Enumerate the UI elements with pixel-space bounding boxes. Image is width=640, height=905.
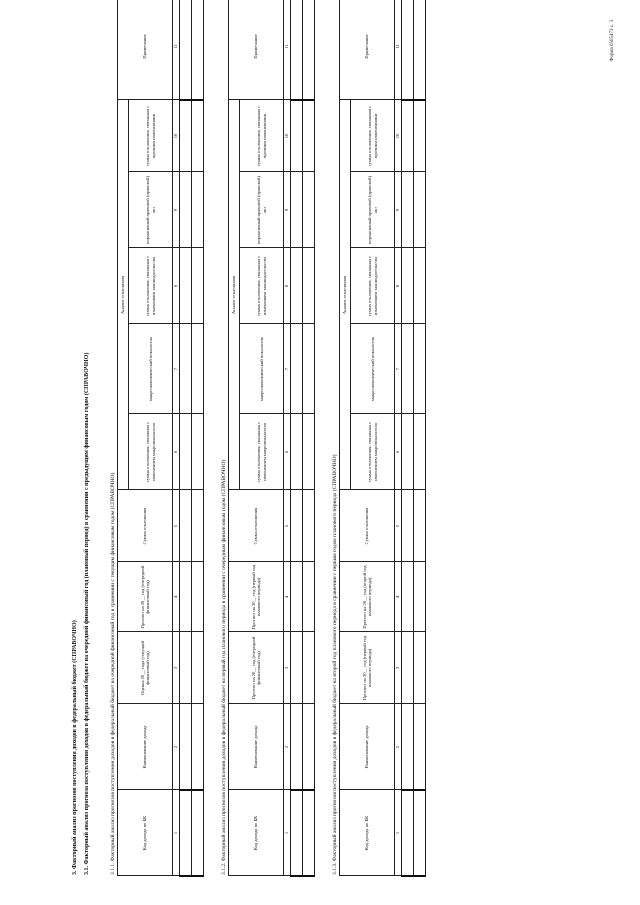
col-header-forecast-plan1: Прогноз на 20__ год (первый год планового периода) <box>340 632 395 704</box>
col-header-macro-indicator: макроэкономический показатель <box>240 324 284 414</box>
data-cell[interactable] <box>414 632 426 704</box>
data-cell[interactable] <box>414 414 426 490</box>
col-header-forecast-plan1: Прогноз на 20__ год (первый год планового периода) <box>229 562 284 632</box>
col-number: 9 <box>284 172 291 248</box>
data-cell[interactable] <box>303 632 315 704</box>
col-header-note: Примечание <box>340 0 395 100</box>
data-cell[interactable] <box>192 562 204 632</box>
section-title-3-1-3: 3.1.3. Факторный анализ прогнозов поступления доходов в федеральный бюджет на второй год планового периода в сравнении с первым годом планового периода (СПРАВОЧНО) <box>332 454 338 875</box>
col-header-forecast-plan2: Прогноз на 20__ год (второй год планового периода) <box>340 562 395 632</box>
col-number: 1 <box>173 790 180 876</box>
data-cell[interactable] <box>192 172 204 248</box>
col-number: 3 <box>395 632 402 704</box>
col-header-forecast-next: Прогноз на 20__ год (очередной финансовый год) <box>229 632 284 704</box>
col-header-legal-act: нормативный правовой (правовой) акт <box>240 172 284 248</box>
col-number: 2 <box>395 704 402 790</box>
data-cell[interactable] <box>180 414 192 490</box>
data-cell[interactable] <box>192 248 204 324</box>
data-cell[interactable] <box>303 562 315 632</box>
data-cell[interactable] <box>192 790 204 876</box>
col-number: 3 <box>173 632 180 704</box>
data-cell[interactable] <box>192 414 204 490</box>
group-header-analysis: Анализ отклонения <box>118 100 129 490</box>
section-title-3-1-2: 3.1.2. Факторный анализ прогнозов поступления доходов в федеральный бюджет на первый год планового периода в сравнении с очередным финансовым годом (СПРАВОЧНО) <box>221 459 227 875</box>
col-number: 6 <box>173 414 180 490</box>
data-cell[interactable] <box>180 632 192 704</box>
col-number: 4 <box>173 562 180 632</box>
table-3-1-3 <box>339 0 426 877</box>
col-number: 8 <box>173 248 180 324</box>
col-header-income-name: Наименование дохода <box>118 704 173 790</box>
group-header-analysis: Анализ отклонения <box>340 100 351 490</box>
data-cell[interactable] <box>303 490 315 562</box>
col-number: 9 <box>395 172 402 248</box>
data-cell[interactable] <box>180 100 192 172</box>
data-cell[interactable] <box>414 790 426 876</box>
data-cell[interactable] <box>402 172 414 248</box>
data-cell[interactable] <box>414 324 426 414</box>
data-cell[interactable] <box>180 490 192 562</box>
data-cell[interactable] <box>180 172 192 248</box>
data-cell[interactable] <box>303 790 315 876</box>
col-number: 11 <box>284 0 291 100</box>
col-header-estimate: Оценка 20__ года (текущий финансовый год) <box>118 632 173 704</box>
data-cell[interactable] <box>303 704 315 790</box>
col-header-deviation: Сумма отклонения <box>340 490 395 562</box>
col-header-deviation: Сумма отклонения <box>229 490 284 562</box>
col-header-income-code: Код дохода по БК <box>229 790 284 876</box>
col-header-macro-deviation: сумма отклонения, связанная с изменением макропоказателя <box>129 414 173 490</box>
data-cell[interactable] <box>414 490 426 562</box>
heading-3: 3. Факторный анализ прогнозов поступления доходов в федеральный бюджет (СПРАВОЧНО) <box>72 620 78 875</box>
col-header-income-name: Наименование дохода <box>340 704 395 790</box>
data-cell[interactable] <box>303 172 315 248</box>
data-cell[interactable] <box>414 704 426 790</box>
group-header-analysis: Анализ отклонения <box>229 100 240 490</box>
col-number: 10 <box>284 100 291 172</box>
data-cell[interactable] <box>180 0 192 100</box>
data-cell[interactable] <box>402 562 414 632</box>
data-cell[interactable] <box>414 248 426 324</box>
data-cell[interactable] <box>402 704 414 790</box>
data-cell[interactable] <box>303 100 315 172</box>
data-cell[interactable] <box>402 490 414 562</box>
data-cell[interactable] <box>180 704 192 790</box>
col-number: 7 <box>395 324 402 414</box>
data-cell[interactable] <box>414 172 426 248</box>
data-cell[interactable] <box>291 490 303 562</box>
col-header-macro-indicator: макроэкономический показатель <box>129 324 173 414</box>
data-cell[interactable] <box>291 790 303 876</box>
table-3-1-1 <box>117 0 204 877</box>
data-cell[interactable] <box>192 100 204 172</box>
data-cell[interactable] <box>303 324 315 414</box>
data-cell[interactable] <box>291 562 303 632</box>
data-cell[interactable] <box>402 632 414 704</box>
data-cell[interactable] <box>180 562 192 632</box>
col-header-macro-deviation: сумма отклонения, связанная с изменением макропоказателя <box>351 414 395 490</box>
table-3-1-2 <box>228 0 315 877</box>
col-header-income-code: Код дохода по БК <box>118 790 173 876</box>
data-cell[interactable] <box>180 790 192 876</box>
data-cell[interactable] <box>291 248 303 324</box>
col-number: 2 <box>284 704 291 790</box>
data-cell[interactable] <box>291 704 303 790</box>
col-number: 11 <box>173 0 180 100</box>
col-number: 5 <box>395 490 402 562</box>
col-header-other-deviation: сумма отклонения, связанная с прочими изменениями <box>129 100 173 172</box>
data-cell[interactable] <box>291 632 303 704</box>
col-header-macro-indicator: макроэкономический показатель <box>351 324 395 414</box>
col-number: 1 <box>284 790 291 876</box>
col-header-law-deviation: сумма отклонения, связанная с изменением законодательства <box>129 248 173 324</box>
col-header-legal-act: нормативный правовой (правовой) акт <box>351 172 395 248</box>
col-header-income-code: Код дохода по БК <box>340 790 395 876</box>
col-number: 3 <box>284 632 291 704</box>
col-number: 6 <box>395 414 402 490</box>
data-cell[interactable] <box>192 0 204 100</box>
data-cell[interactable] <box>414 0 426 100</box>
data-cell[interactable] <box>291 172 303 248</box>
data-cell[interactable] <box>402 100 414 172</box>
col-number: 5 <box>173 490 180 562</box>
col-header-forecast: Прогноз на 20__ год (очередной финансовый год) <box>118 562 173 632</box>
data-cell[interactable] <box>291 100 303 172</box>
data-cell[interactable] <box>192 490 204 562</box>
data-cell[interactable] <box>192 632 204 704</box>
col-header-legal-act: нормативный правовой (правовой) акт <box>129 172 173 248</box>
col-header-law-deviation: сумма отклонения, связанная с изменением законодательства <box>351 248 395 324</box>
data-cell[interactable] <box>192 324 204 414</box>
data-cell[interactable] <box>414 100 426 172</box>
col-number: 8 <box>395 248 402 324</box>
col-number: 4 <box>284 562 291 632</box>
data-cell[interactable] <box>402 790 414 876</box>
data-cell[interactable] <box>414 562 426 632</box>
col-number: 8 <box>284 248 291 324</box>
form-label: Форма 0505473 с. 3 <box>610 20 615 62</box>
col-number: 6 <box>284 414 291 490</box>
data-cell[interactable] <box>402 324 414 414</box>
col-number: 9 <box>173 172 180 248</box>
data-cell[interactable] <box>402 414 414 490</box>
col-header-deviation: Сумма отклонения <box>118 490 173 562</box>
col-number: 11 <box>395 0 402 100</box>
col-header-law-deviation: сумма отклонения, связанная с изменением законодательства <box>240 248 284 324</box>
heading-3-1: 3.1. Факторный анализ прогноза поступления доходов в федеральный бюджет на очередной финансовый год (плановый период) в сравнении с предыдущим финансовым годом (СПРАВОЧНО) <box>84 352 90 875</box>
col-number: 1 <box>395 790 402 876</box>
data-cell[interactable] <box>303 0 315 100</box>
col-header-note: Примечание <box>118 0 173 100</box>
data-cell[interactable] <box>180 248 192 324</box>
col-number: 7 <box>173 324 180 414</box>
col-header-income-name: Наименование дохода <box>229 704 284 790</box>
col-number: 10 <box>395 100 402 172</box>
data-cell[interactable] <box>291 0 303 100</box>
col-header-other-deviation: сумма отклонения, связанная с прочими изменениями <box>351 100 395 172</box>
col-number: 10 <box>173 100 180 172</box>
col-header-macro-deviation: сумма отклонения, связанная с изменением макропоказателя <box>240 414 284 490</box>
col-header-other-deviation: сумма отклонения, связанная с прочими изменениями <box>240 100 284 172</box>
data-cell[interactable] <box>303 248 315 324</box>
col-number: 4 <box>395 562 402 632</box>
data-cell[interactable] <box>180 324 192 414</box>
col-number: 2 <box>173 704 180 790</box>
data-cell[interactable] <box>291 414 303 490</box>
col-header-note: Примечание <box>229 0 284 100</box>
data-cell[interactable] <box>192 704 204 790</box>
data-cell[interactable] <box>303 414 315 490</box>
data-cell[interactable] <box>402 0 414 100</box>
col-number: 5 <box>284 490 291 562</box>
data-cell[interactable] <box>402 248 414 324</box>
col-number: 7 <box>284 324 291 414</box>
section-title-3-1-1: 3.1.1. Факторный анализ прогнозов поступления доходов в федеральный бюджет на очередной финансовый год в сравнении с текущим финансовым годом (СПРАВОЧНО) <box>110 472 116 875</box>
data-cell[interactable] <box>291 324 303 414</box>
